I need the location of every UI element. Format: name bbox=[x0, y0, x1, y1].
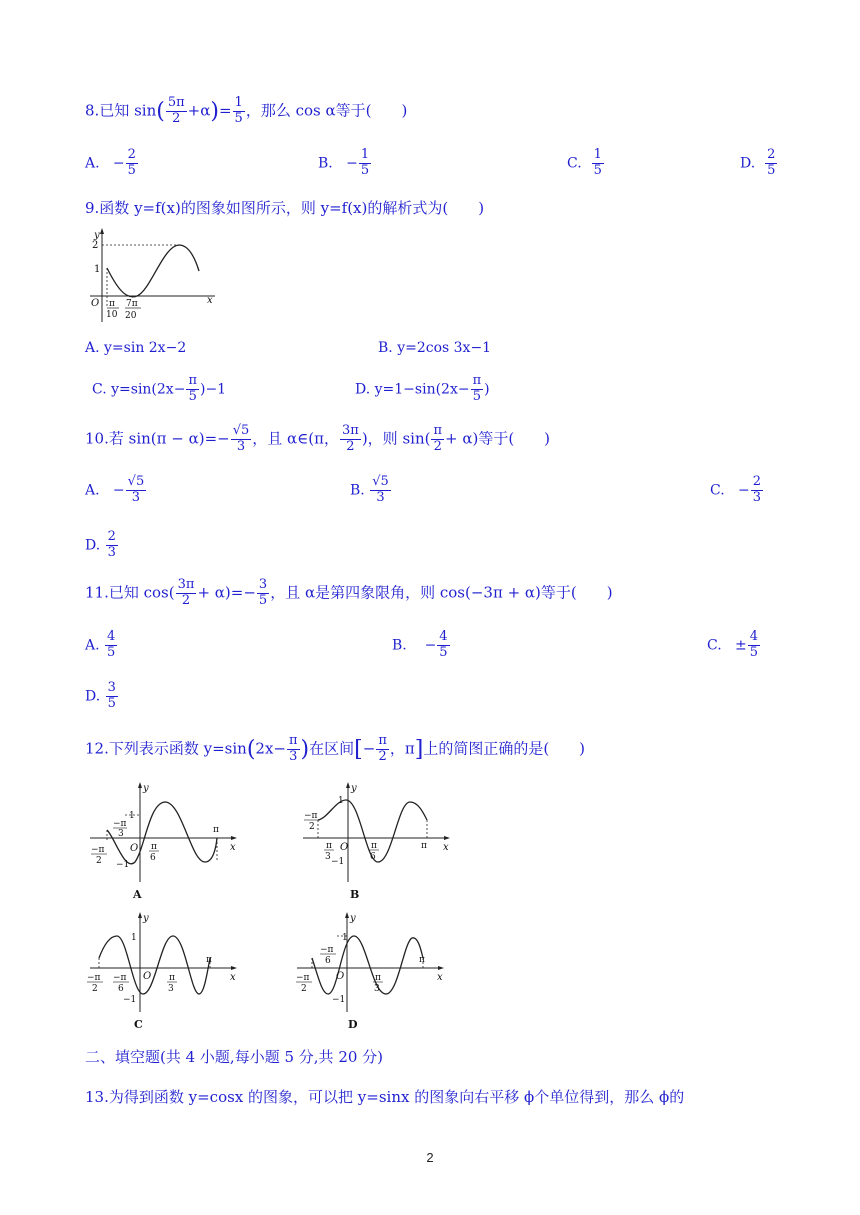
svg-text:O: O bbox=[143, 971, 152, 982]
question-13: 13.为得到函数 y=cosx 的图象，可以把 y=sinx 的图象向右平移 ϕ个单位得到，那么 ϕ的 bbox=[85, 1088, 685, 1106]
q9-graph bbox=[85, 226, 225, 326]
q9-option-b: B. y=2cos 3x−1 bbox=[378, 340, 492, 356]
svg-text:−π: −π bbox=[113, 973, 127, 983]
svg-text:y: y bbox=[351, 783, 357, 794]
q8-arg-rest: +α bbox=[187, 101, 211, 120]
q8-text-b: ，那么 cos α等于( ) bbox=[245, 101, 408, 120]
q12-graph-c bbox=[85, 908, 245, 1036]
q12-graph-b bbox=[298, 778, 458, 906]
svg-text:x: x bbox=[230, 972, 236, 983]
svg-text:6: 6 bbox=[370, 852, 376, 862]
svg-text:−1: −1 bbox=[331, 857, 345, 867]
svg-text:π: π bbox=[375, 973, 381, 983]
svg-text:O: O bbox=[336, 971, 345, 982]
svg-text:3: 3 bbox=[325, 852, 331, 862]
q9-tick-2: 2 bbox=[92, 240, 99, 251]
svg-text:y: y bbox=[350, 913, 356, 924]
q8-number: 8. bbox=[85, 101, 100, 120]
svg-text:3: 3 bbox=[374, 984, 380, 994]
q8-text-a: 已知 sin bbox=[99, 101, 157, 120]
svg-text:−π: −π bbox=[87, 973, 101, 983]
svg-text:x: x bbox=[443, 842, 449, 853]
svg-text:π: π bbox=[213, 825, 219, 835]
q9-tick-pi: π bbox=[109, 299, 115, 309]
q9-x-label: x bbox=[207, 295, 213, 306]
svg-text:6: 6 bbox=[118, 984, 124, 994]
q11-option-b: B. − $\frac{4}{5}$ bbox=[392, 629, 448, 660]
svg-text:1: 1 bbox=[338, 796, 344, 806]
q12-label-d: D bbox=[348, 1018, 358, 1031]
q12-graph-d bbox=[292, 908, 452, 1036]
svg-text:−π: −π bbox=[91, 845, 105, 855]
page-number: 2 bbox=[426, 1150, 434, 1165]
svg-text:3: 3 bbox=[118, 829, 124, 839]
svg-text:−π: −π bbox=[320, 945, 334, 955]
svg-text:π: π bbox=[326, 841, 332, 851]
question-9-text: 9.函数 y=f(x)的图象如图所示，则 y=f(x)的解析式为( ) bbox=[85, 199, 485, 217]
question-12: 12.下列表示函数 y=sin(2x− $\frac{\pi}{3}$ )在区间[− $\frac{\pi}{2}$ ，π]上的简图正确的是( ) bbox=[85, 733, 586, 764]
question-10: 10.若 sin(π − α)=− $\frac{√5}{3}$ ，且 α∈(π， $\frac{3\pi}{2}$ )，则 sin( $\frac{\pi}{2}$ + α)等于( ) bbox=[85, 423, 551, 454]
q9-tick-1: 1 bbox=[94, 264, 101, 275]
q8-option-d: D. $\frac{2}{5}$ bbox=[740, 147, 776, 178]
svg-text:2: 2 bbox=[92, 984, 98, 994]
q9-tick-20: 20 bbox=[125, 311, 137, 321]
q12-label-c: C bbox=[134, 1018, 143, 1031]
q12-graph-a bbox=[85, 778, 245, 906]
svg-text:π: π bbox=[151, 842, 157, 852]
svg-text:π: π bbox=[419, 955, 425, 965]
q9-option-c: C. y=sin(2x− $\frac{\pi}{5}$ )−1 bbox=[92, 373, 227, 404]
q9-option-a: A. y=sin 2x−2 bbox=[85, 340, 187, 356]
section-2-heading: 二、填空题(共 4 小题,每小题 5 分,共 20 分) bbox=[85, 1048, 384, 1066]
q10-option-a: A. − $\frac{√5}{3}$ bbox=[85, 474, 145, 505]
svg-text:6: 6 bbox=[325, 956, 331, 966]
q9-curve bbox=[107, 245, 199, 297]
q9-origin: O bbox=[91, 298, 100, 309]
svg-text:y: y bbox=[143, 783, 149, 794]
svg-text:2: 2 bbox=[301, 984, 307, 994]
q8-option-a: A. − $\frac{2}{5}$ bbox=[85, 147, 136, 178]
svg-text:π: π bbox=[421, 841, 427, 851]
q12-label-b: B bbox=[350, 888, 360, 901]
q9-tick-7pi: 7π bbox=[126, 299, 138, 309]
svg-text:x: x bbox=[230, 842, 236, 853]
svg-text:−π: −π bbox=[113, 819, 127, 829]
q11-option-a: A. $\frac{4}{5}$ bbox=[85, 629, 116, 660]
q8-option-c: C. $\frac{1}{5}$ bbox=[567, 147, 602, 178]
svg-text:1: 1 bbox=[342, 933, 348, 943]
svg-text:1: 1 bbox=[131, 933, 137, 943]
q11-option-c: C. ± $\frac{4}{5}$ bbox=[707, 629, 759, 660]
svg-text:−π: −π bbox=[304, 811, 318, 821]
q10-option-d: D. $\frac{2}{3}$ bbox=[85, 529, 116, 560]
q9-option-d: D. y=1−sin(2x− $\frac{\pi}{5}$ ) bbox=[355, 373, 490, 404]
q10-option-b: B. $\frac{√5}{3}$ bbox=[350, 474, 389, 505]
svg-text:1: 1 bbox=[129, 811, 135, 821]
svg-text:3: 3 bbox=[168, 984, 174, 994]
svg-text:−1: −1 bbox=[332, 995, 346, 1005]
svg-text:π: π bbox=[371, 841, 377, 851]
svg-text:−1: −1 bbox=[116, 860, 130, 870]
svg-text:6: 6 bbox=[150, 853, 156, 863]
q11-option-d: D. $\frac{3}{5}$ bbox=[85, 680, 116, 711]
q10-option-c: C. − $\frac{2}{3}$ bbox=[710, 474, 762, 505]
q8-rhs-fraction: $\frac{1}{5}$ bbox=[234, 95, 243, 126]
svg-text:O: O bbox=[340, 842, 349, 853]
svg-text:−1: −1 bbox=[123, 995, 137, 1005]
svg-text:y: y bbox=[143, 913, 149, 924]
svg-text:2: 2 bbox=[96, 856, 102, 866]
svg-text:π: π bbox=[169, 973, 175, 983]
q12-label-a: A bbox=[133, 888, 142, 901]
q9-y-label: y bbox=[94, 230, 100, 241]
question-8: 8.已知 sin( $\frac{5\pi}{2}$ +α)= $\frac{1}{5}$ ，那么 cos α等于( ) bbox=[85, 95, 408, 126]
svg-text:−π: −π bbox=[296, 973, 310, 983]
svg-text:π: π bbox=[206, 955, 212, 965]
q8-arg-fraction: $\frac{5\pi}{2}$ bbox=[167, 95, 185, 126]
svg-text:2: 2 bbox=[309, 822, 315, 832]
svg-text:O: O bbox=[130, 843, 139, 854]
q9-tick-10: 10 bbox=[106, 310, 118, 320]
q8-option-b: B. − $\frac{1}{5}$ bbox=[318, 147, 370, 178]
question-11: 11.已知 cos( $\frac{3\pi}{2}$ + α)=− $\frac{3}{5}$ ，且 α是第四象限角，则 cos(−3π + α)等于( ) bbox=[85, 577, 613, 608]
svg-text:x: x bbox=[437, 972, 443, 983]
